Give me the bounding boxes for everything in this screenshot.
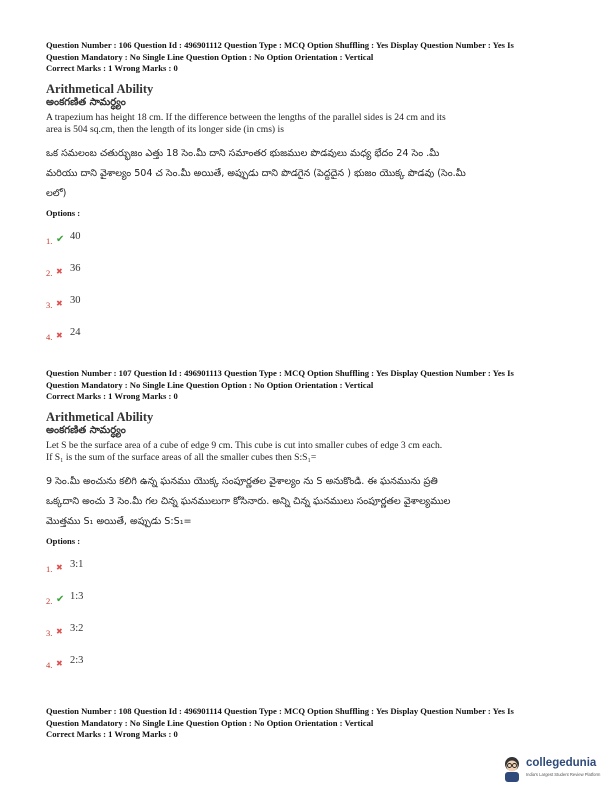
cross-icon: ✖ xyxy=(56,626,63,636)
option-item xyxy=(46,642,576,674)
question-statement-english: Let S be the surface area of a cube of edge 9 cm. This cube is cut into smaller cubes of edge 3 cm each. If S₁ is the sum of the surface areas of all the smaller cubes then S:S₁= xyxy=(46,439,443,463)
option-item xyxy=(46,610,576,642)
option-item xyxy=(46,314,576,346)
option-number: 1. xyxy=(46,235,53,246)
question-block-107 xyxy=(46,368,576,674)
brand-tagline: India's Largest Student Review Platform xyxy=(526,772,601,777)
option-value: 30 xyxy=(70,294,81,306)
question-statement-telugu: 9 సెం.మీ అంచును కలిగి ఉన్న ఘనము యొక్క సంపూర్ణతల వైశాల్యం ను S అనుకొండి. ఈ ఘనమును ప్రతి ఒక్కదాని అంచు 3 సెం.మీ గల చిన్న ఘనములుగా కోసినారు. అన్ని చిన్న ఘనములు సంపూర్ణతల వైశాల్యముల మొత్తము S₁ అయితే, అప్పుడు S:S₁= xyxy=(46,475,451,527)
option-value: 2:3 xyxy=(70,654,84,666)
option-number: 4. xyxy=(46,331,53,342)
cross-icon: ✖ xyxy=(56,298,63,308)
cross-icon: ✖ xyxy=(56,330,63,340)
option-value: 36 xyxy=(70,262,81,274)
cross-icon: ✖ xyxy=(56,266,63,276)
section-title-english: Arithmetical Ability xyxy=(46,409,154,424)
question-meta-line-1: Question Number : 106 Question Id : 496901112 Question Type : MCQ Option Shuffling : Yes Display Question Number : Yes Is xyxy=(46,40,514,50)
option-number: 3. xyxy=(46,627,53,638)
question-meta-line-1: Question Number : 108 Question Id : 496901114 Question Type : MCQ Option Shuffling : Yes Display Question Number : Yes Is xyxy=(46,706,514,716)
section-title-telugu: అంకగణిత సామర్ధ్యం xyxy=(46,96,126,108)
question-meta-line-2: Question Mandatory : No Single Line Question Option : No Option Orientation : Vertical xyxy=(46,51,374,62)
cross-icon: ✖ xyxy=(56,562,63,572)
section-title-english: Arithmetical Ability xyxy=(46,81,154,96)
option-number: 2. xyxy=(46,595,53,606)
brand-name: collegedunia xyxy=(526,757,597,769)
question-meta-line-2: Question Mandatory : No Single Line Question Option : No Option Orientation : Vertical xyxy=(46,379,374,390)
option-value: 3:1 xyxy=(70,558,84,570)
collegedunia-logo xyxy=(500,755,608,785)
option-item xyxy=(46,546,576,578)
question-statement-english: A trapezium has height 18 cm. If the difference between the lengths of the parallel sides is 24 cm and its area is 504 sq.cm, then the length of its longer side (in cms) is xyxy=(46,111,446,135)
options-label: Options : xyxy=(46,535,81,546)
question-statement-telugu: ఒక సమలంబ చతుర్భుజం ఎత్తు 18 సెం.మీ దాని సమాంతర భుజముల పొడవులు మధ్య భేదం 24 సెం .మీ మరియు దాని వైశాల్యం 504 చ సెం.మీ అయితే, అప్పుడు దాని పొడగైన (పెద్దదైన ) భుజం యొక్క పొడవు (సెం.మీ లలో) xyxy=(46,147,466,199)
question-meta-line-2: Question Mandatory : No Single Line Question Option : No Option Orientation : Vertical xyxy=(46,717,374,728)
option-item xyxy=(46,250,576,282)
question-marks: Correct Marks : 1 Wrong Marks : 0 xyxy=(46,63,178,73)
question-marks: Correct Marks : 1 Wrong Marks : 0 xyxy=(46,729,178,739)
option-number: 2. xyxy=(46,267,53,278)
cross-icon: ✖ xyxy=(56,658,63,668)
mascot-icon xyxy=(500,755,524,783)
option-value: 24 xyxy=(70,326,81,338)
option-item xyxy=(46,578,576,610)
check-icon: ✔ xyxy=(56,593,65,605)
option-number: 1. xyxy=(46,563,53,574)
check-icon: ✔ xyxy=(56,233,65,245)
option-value: 1:3 xyxy=(70,590,84,602)
option-value: 40 xyxy=(70,230,81,242)
section-title-telugu: అంకగణిత సామర్ధ్యం xyxy=(46,424,126,436)
question-block-106 xyxy=(46,40,576,346)
option-number: 4. xyxy=(46,659,53,670)
options-label: Options : xyxy=(46,207,81,218)
question-meta-line-1: Question Number : 107 Question Id : 496901113 Question Type : MCQ Option Shuffling : Yes Display Question Number : Yes Is xyxy=(46,368,514,378)
option-item xyxy=(46,282,576,314)
option-item xyxy=(46,218,576,250)
question-marks: Correct Marks : 1 Wrong Marks : 0 xyxy=(46,391,178,401)
option-number: 3. xyxy=(46,299,53,310)
question-block-108 xyxy=(46,706,576,741)
option-value: 3:2 xyxy=(70,622,84,634)
